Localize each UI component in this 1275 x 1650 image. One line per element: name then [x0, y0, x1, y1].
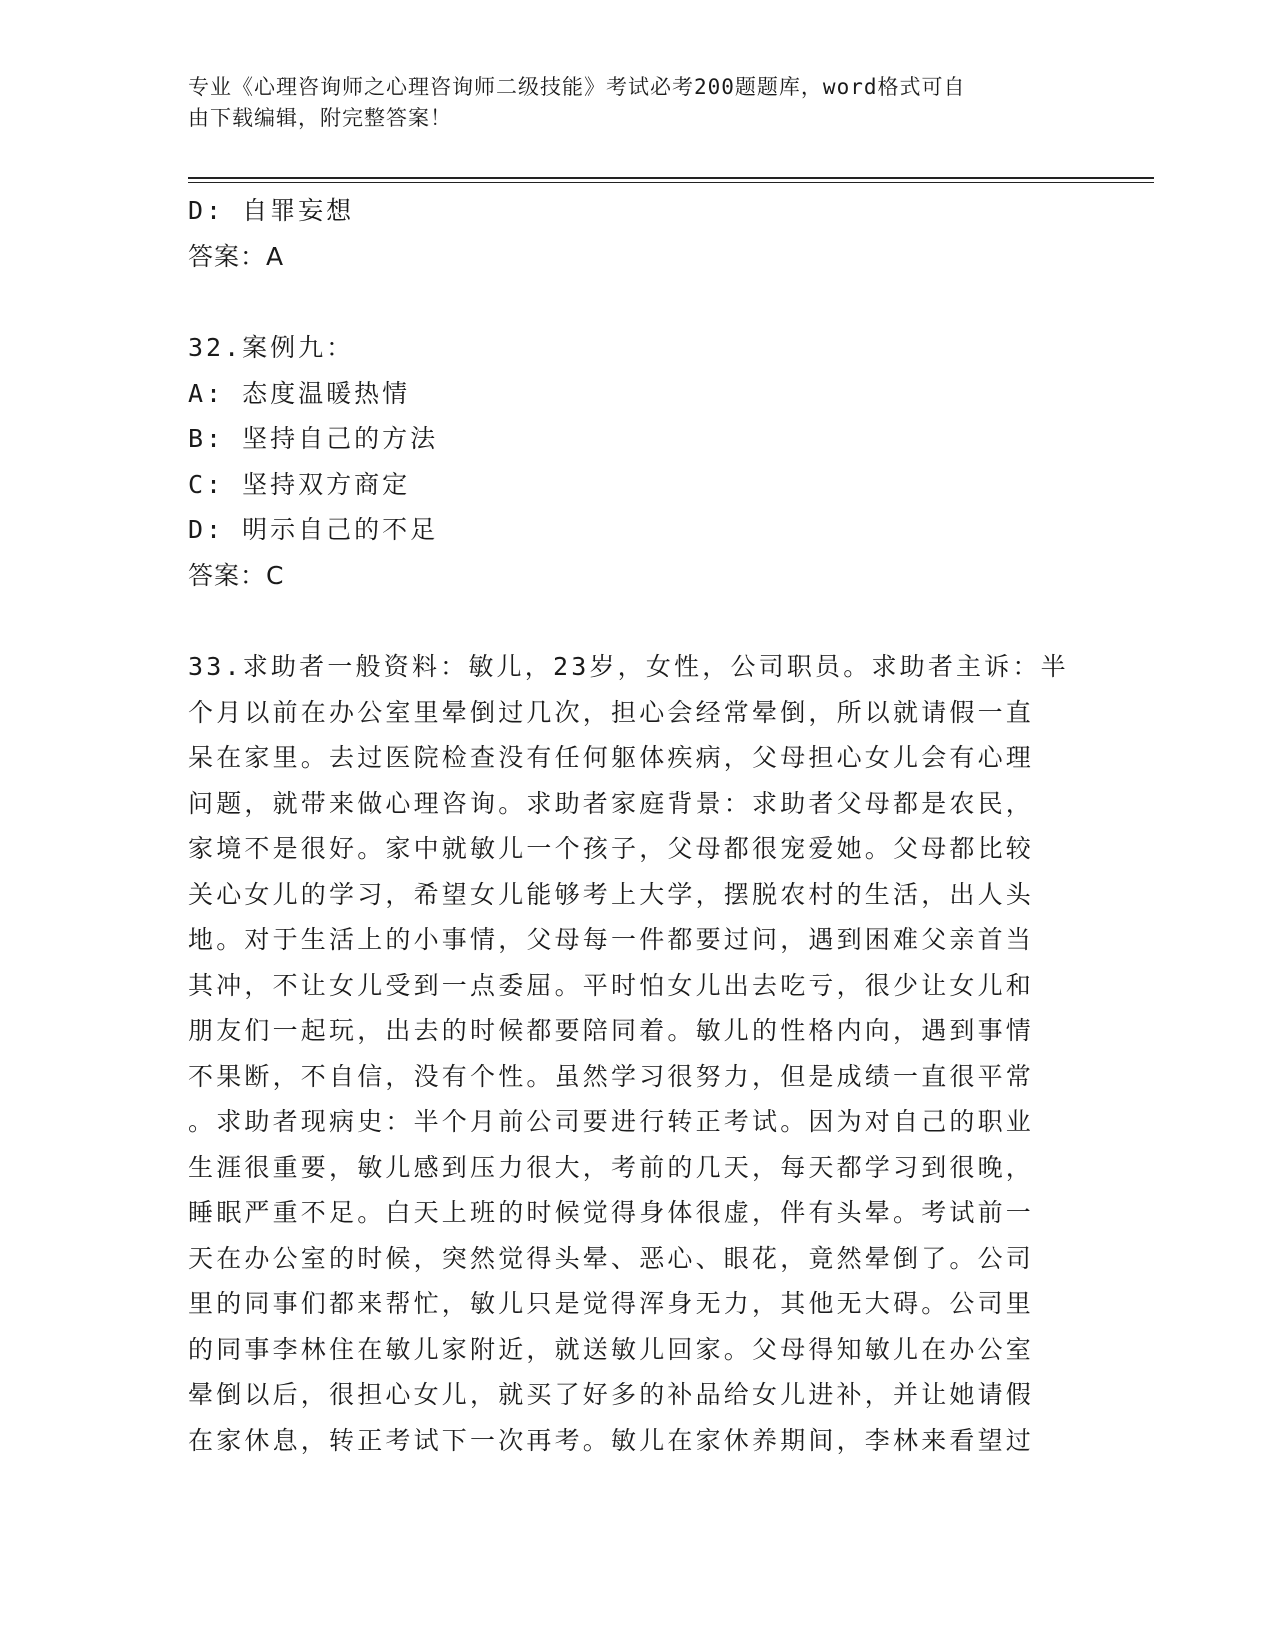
header-line-1: 专业《心理咨询师之心理咨询师二级技能》考试必考200题题库，word格式可自 [188, 75, 966, 99]
answer-line: 答案：C [188, 560, 285, 590]
option-c: C: 坚持双方商定 [188, 469, 411, 499]
question-stem: 32.案例九： [188, 333, 355, 362]
paragraph-line: 的同事李林住在敏儿家附近，就送敏儿回家。父母得知敏儿在办公室 [188, 1334, 1035, 1364]
paragraph-line: 呆在家里。去过医院检查没有任何躯体疾病，父母担心女儿会有心理 [188, 743, 1035, 772]
paragraph-line: 睡眠严重不足。白天上班的时候觉得身体很虚，伴有头晕。考试前一 [188, 1198, 1035, 1227]
paragraph-line: 不果断，不自信，没有个性。虽然学习很努力，但是成绩一直很平常 [188, 1061, 1035, 1091]
paragraph-line: 。求助者现病史：半个月前公司要进行转正考试。因为对自己的职业 [188, 1107, 1035, 1136]
paragraph-line: 里的同事们都来帮忙，敏儿只是觉得浑身无力，其他无大碍。公司里 [188, 1289, 1035, 1318]
paragraph-line: 朋友们一起玩，出去的时候都要陪同着。敏儿的性格内向，遇到事情 [188, 1016, 1035, 1045]
option-d: D: 自罪妄想 [188, 196, 355, 225]
paragraph-line: 其冲，不让女儿受到一点委屈。平时怕女儿出去吃亏，很少让女儿和 [188, 970, 1035, 1000]
question-31-tail [188, 188, 1088, 279]
paragraph-line: 晕倒以后，很担心女儿，就买了好多的补品给女儿进补，并让她请假 [188, 1380, 1035, 1409]
document-header [188, 72, 1088, 134]
spacer [188, 598, 1088, 644]
paragraph-line: 在家休息，转正考试下一次再考。敏儿在家休养期间，李林来看望过 [188, 1425, 1035, 1455]
header-line-2: 由下载编辑，附完整答案！ [188, 106, 452, 130]
paragraph-line: 关心女儿的学习，希望女儿能够考上大学，摆脱农村的生活，出人头 [188, 879, 1035, 909]
answer-line: 答案：A [188, 241, 285, 271]
paragraph-line: 天在办公室的时候，突然觉得头晕、恶心、眼花，竟然晕倒了。公司 [188, 1243, 1035, 1273]
question-32 [188, 325, 1088, 598]
option-a: A: 态度温暖热情 [188, 378, 411, 408]
paragraph-line: 家境不是很好。家中就敏儿一个孩子，父母都很宠爱她。父母都比较 [188, 834, 1035, 863]
option-b: B: 坚持自己的方法 [188, 424, 439, 453]
paragraph-line: 个月以前在办公室里晕倒过几次，担心会经常晕倒，所以就请假一直 [188, 697, 1035, 727]
paragraph-line: 33.求助者一般资料：敏儿，23岁，女性，公司职员。求助者主诉：半 [188, 652, 1069, 681]
header-divider-thin [188, 182, 1154, 183]
paragraph-line: 地。对于生活上的小事情，父母每一件都要过问，遇到困难父亲首当 [188, 925, 1035, 954]
header-divider-thick [188, 177, 1154, 179]
spacer [188, 279, 1088, 325]
document-body [188, 188, 1088, 1463]
paragraph-line: 生涯很重要，敏儿感到压力很大，考前的几天，每天都学习到很晚， [188, 1152, 1035, 1182]
question-33-case-text [188, 644, 1088, 1463]
paragraph-line: 问题，就带来做心理咨询。求助者家庭背景：求助者父母都是农民， [188, 788, 1035, 818]
option-d: D: 明示自己的不足 [188, 515, 439, 544]
